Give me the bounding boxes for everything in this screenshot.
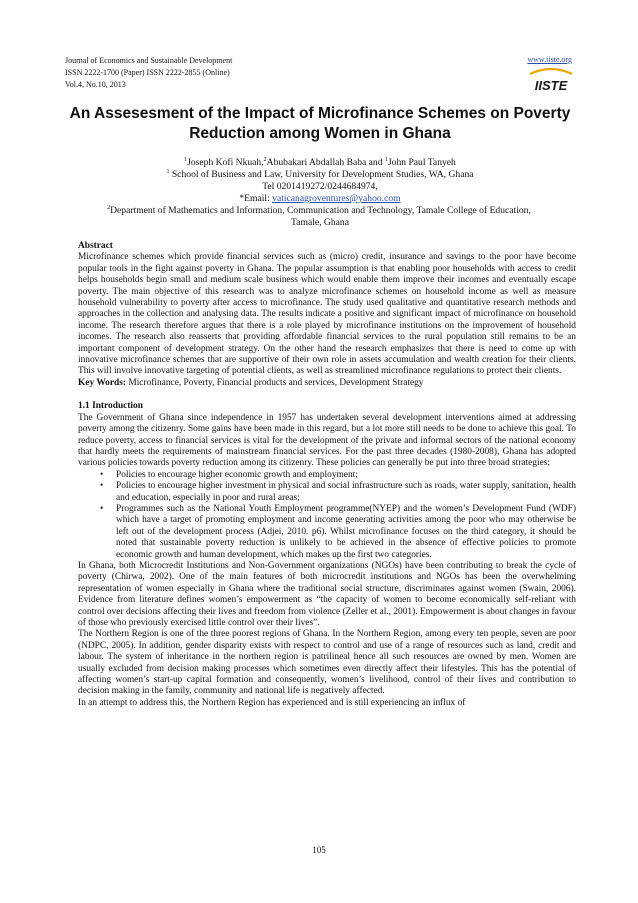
page-number: 105 [312,845,326,855]
paper-body [78,241,576,709]
intro-paragraph: The Government of Ghana since independence in 1957 has undertaken several development interventions aimed at addressing poverty among the citizenry. Some gains have been made in this regard, but a lot more still needs to be done to achieve this goal. To reduce poverty, access to financial services is vital for the development of the private and informal sectors of the national economy that hardly meets the requirements of mainstream financial services. For the past three decades (1980-2008), Ghana has adopted various policies towards poverty reduction among its citizenry. These policies can generally be put into three broad strategies; [78,412,576,469]
journal-volume: Vol.4, No.10, 2013 [65,80,126,89]
journal-name: Journal of Economics and Sustainable Development [65,56,233,65]
abstract-text: Microfinance schemes which provide financial services such as (micro) credit, insurance and savings to the poor have become popular tools in the fight against poverty in Ghana. The popular assumption is that enabling poor households with access to credit helps households begin small and medium scale business which would enable them improve their incomes and eventually escape poverty. The main objective of this research was to analyze microfinance schemes on household income as well as measure household vulnerability to poverty after access to microfinance. The study used qualitative and quantitative research methods and approaches in the collection and analysing data. The results indicate a positive and significant impact of microfinance on household income. The research therefore argues that there is a role played by microfinance institutions on the improvement of household incomes. The research also reasserts that providing affordable financial services to the rural population still remains to be an important component of development strategy. On the other hand the research emphasizes that there is need to come up with innovative microfinance schemes that are supportive of their own role in assets accumulation and wealth creation for their clients. This will involve innovative targeting of potential clients, as well as streamlined microfinance regulations to protect their clients. [78,252,576,377]
author-name: Joseph Kofi Nkuah, [187,157,264,168]
strategy-list-item: • Programmes such as the National Youth Employment programme(NYEP) and the women’s Development Fund (WDF) which have a target of promoting employment and income generating activities among the poor who may otherwise be left out of the development process (Adjei, 2010. p6). Whilst microfinance focuses on the third category, it should be noted that sustainable poverty reduction is unlikely to be achieved in the absence of effective policies to promote economic growth and human development, which makes up the first two categories. [116,504,576,561]
paper-title: An Assesesment of the Impact of Microfinance Schemes on Poverty Reduction among Women in Ghana [69,105,571,142]
keywords-label: Key Words: [78,377,129,388]
author-sup: 1 [384,157,388,163]
iiste-logo [528,67,574,93]
journal-website-link[interactable]: www.iiste.org [527,55,572,64]
affiliation-2-city: Tamale, Ghana [291,217,349,228]
author-sup: 2 [263,157,267,163]
email-label: *Email: [239,193,273,204]
keywords-line [78,378,576,389]
affiliation-sup: 1 [166,169,170,175]
affiliation-sup: 2 [107,205,111,211]
affiliation-2 [22,205,616,217]
affiliation-text: School of Business and Law, University for Development Studies, WA, Ghana [169,169,474,180]
strategy-list-item: • Policies to encourage higher investment in physical and social infrastructure such as roads, water supply, sanitation, health and education, especially in poor and rural areas; [116,481,576,504]
affiliation-text: Department of Mathematics and Information, Communication and Technology, Tamale College of Education, [110,205,531,216]
keywords-text: Microfinance, Poverty, Financial products and services, Development Strategy [128,377,424,388]
strategy-list [78,470,576,561]
abstract-heading: Abstract [78,241,113,251]
author-email-line [60,193,580,205]
journal-issn: ISSN 2222-1700 (Paper) ISSN 2222-2855 (Online) [65,68,230,77]
author-name: Abubakari Abdallah Baba and [266,157,385,168]
iiste-logo-text: IISTE [534,78,568,93]
author-name: John Paul Tanyeh [387,157,456,168]
strategy-list-item: • Policies to encourage higher economic growth and employment; [116,470,576,481]
intro-heading: 1.1 Introduction [78,401,143,412]
affiliation-1 [60,169,580,181]
author-email-link[interactable]: vaticanagroventures@yahoo.com [272,193,401,204]
author-sup: 1 [184,157,188,163]
intro-paragraph: The Northern Region is one of the three poorest regions of Ghana. In the Northern Region, among every ten people, seven are poor (NDPC, 2005). In addition, gender disparity exists with respect to control and use of a range of resources such as land, credit and labour. The system of inheritance in the northern region is patrilineal hence all such resources are owned by men. Women are usually excluded from decision making processes which sometimes even directly affect their lifestyles. This has the potential of affecting women’s start-up capital formation and consequently, women’s livelihood, control of their lives and contribution to decision making in the family, community and national life is negatively affected. [78,629,576,697]
author-line [60,157,580,169]
section-spacer [78,389,576,401]
intro-paragraph: In an attempt to address this, the Northern Region has experienced and is still experiencing an influx of [78,697,466,708]
intro-paragraph: In Ghana, both Microcredit Institutions and Non-Government organizations (NGOs) have been contributing to break the cycle of poverty (Chirwa, 2002). One of the main features of both microcredit institutions and NGOs has been the overwhelming representation of women especially in Ghana where the traditional social structure, discriminates against women (Swain, 2006). Evidence from literature defines women’s empowerment as “the capacity of women to become economically self-reliant with control over decisions affecting their lives and freedom from violence (Zeller et al., 2001). Empowerment is about changes in favour of those who previously exercised little control over their lives”. [78,560,576,628]
author-telephone: Tel 0201419272/0244684974, [262,181,378,192]
